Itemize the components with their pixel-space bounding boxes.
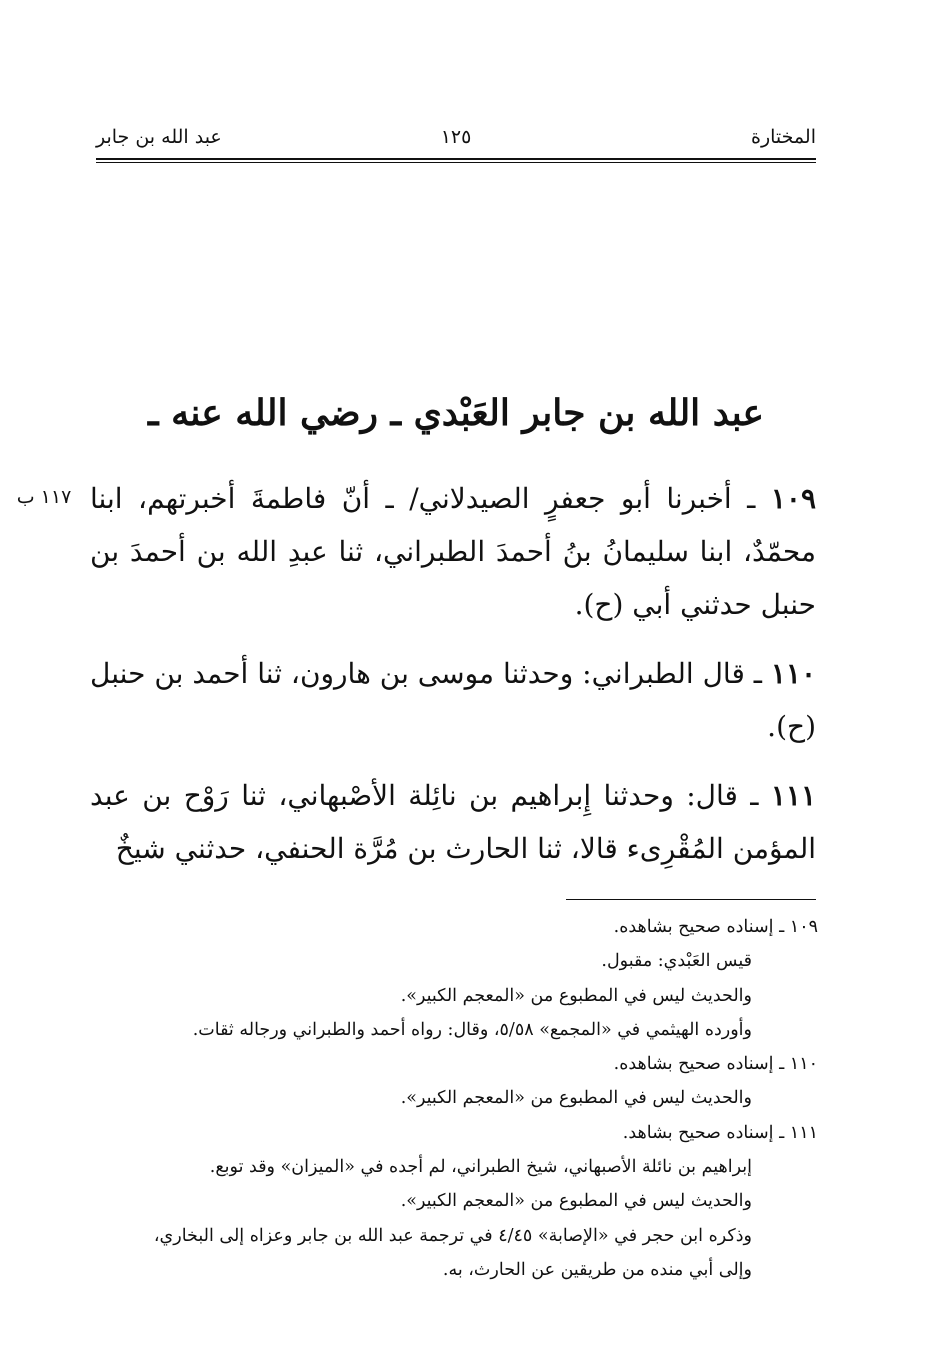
hadith-number: ١١٠ [770,657,816,690]
hadith-number: ١٠٩ [770,482,816,515]
section-name: عبد الله بن جابر [96,126,222,148]
chapter-title: عبد الله بن جابر العَبْدي ـ رضي الله عنه ـ [148,392,764,434]
hadith-paragraph [90,472,816,631]
footnote-line: وذكره ابن حجر في «الإصابة» ٤/٤٥ في ترجمة عبد الله بن جابر وعزاه إلى البخاري، [153,1225,752,1246]
footnote-line: والحديث ليس في المطبوع من «المعجم الكبير». [400,985,752,1006]
footnote-line: إبراهيم بن نائلة الأصبهاني، شيخ الطبراني، لم أجده في «الميزان» وقد توبع. [209,1157,752,1178]
footnote-line: قيس العَبْدي: مقبول. [601,951,752,972]
footnote-line: ١١٠ ـ إسناده صحيح بشاهده. [613,1054,818,1075]
footnote-line: وإلى أبي منده من طريقين عن الحارث، به. [442,1259,752,1280]
manuscript-folio-note: ١١٧ ب [16,486,72,508]
header-rule-thin [96,162,816,163]
footnote-separator [566,899,816,900]
header-rule [96,158,816,160]
hadith-number: ١١١ [770,779,816,812]
hadith-paragraph [90,647,816,753]
hadith-text: ـ قال: وحدثنا إِبراهيم بن نائِلة الأصْبهاني، ثنا رَوْح بن عبد المؤمن المُقْرِىء قالا، ثنا الحارث بن مُرَّة الحنفي، حدثني شيخٌ [90,779,816,865]
main-text [90,472,816,891]
book-title: المختارة [751,126,816,148]
hadith-text: ـ أخبرنا أبو جعفرٍ الصيدلاني/ ـ أنّ فاطمةَ أخبرتهم، ابنا محمّدٌ، ابنا سليمانُ بنُ أحمدَ الطبراني، ثنا عبدِ الله بن أحمدَ بن حنبل حدثني أبي (ح). [90,482,816,621]
hadith-text: ـ قال الطبراني: وحدثنا موسى بن هارون، ثنا أحمد بن حنبل (ح). [90,657,816,743]
footnote-line: ١١١ ـ إسناده صحيح بشاهد. [622,1122,818,1143]
page-number: ١٢٥ [440,126,472,148]
footnote-line: والحديث ليس في المطبوع من «المعجم الكبير». [400,1191,752,1212]
hadith-paragraph [90,769,816,875]
footnotes [96,910,818,1287]
footnote-line: وأورده الهيثمي في «المجمع» ٥/٥٨، وقال: رواه أحمد والطبراني ورجاله ثقات. [192,1019,752,1040]
running-header [96,126,816,160]
footnote-line: ١٠٩ ـ إسناده صحيح بشاهده. [613,917,818,937]
footnote-line: والحديث ليس في المطبوع من «المعجم الكبير». [400,1088,752,1109]
